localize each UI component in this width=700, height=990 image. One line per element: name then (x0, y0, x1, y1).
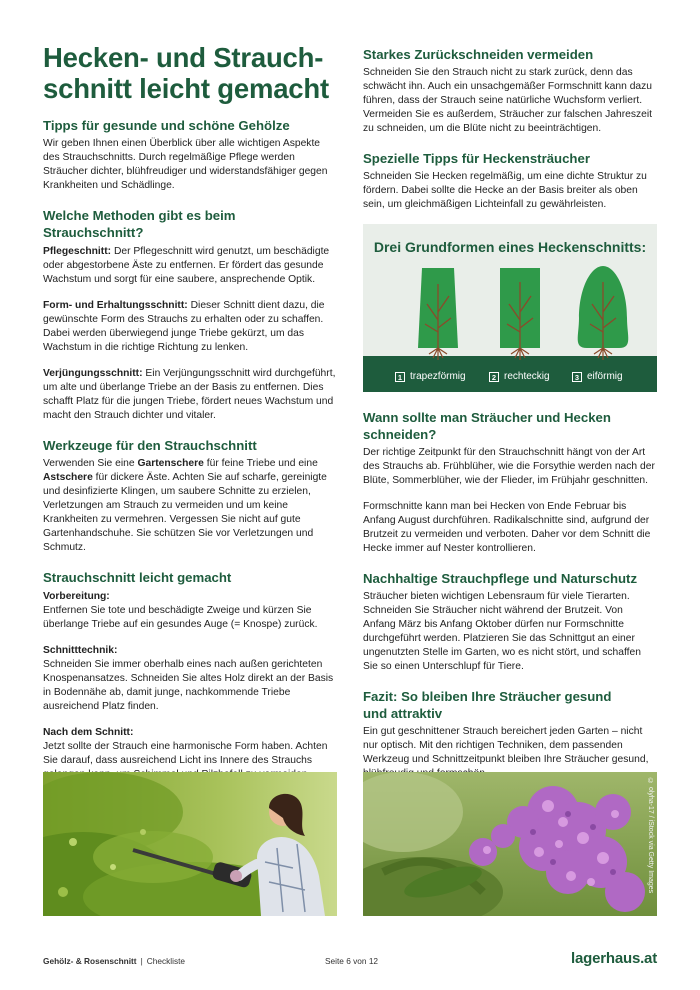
page-number: Seite 6 von 12 (325, 956, 379, 966)
after-label: Nach dem Schnitt: (43, 727, 134, 738)
avoid-text: Schneiden Sie den Strauch nicht zu stark zurück, denn das schwächt ihn. Auch ein unsachgemäßer Formschnitt kann dazu führen, dass der Strauch seine natürliche Wuchsform verliert. Vermeiden Sie es außerdem, Sträucher zur falschen Jahreszeit zu schneiden, um die Blüte nicht zu beeinträchtigen. (363, 67, 653, 134)
nature-text: Sträucher bieten wichtigen Lebensraum für viele Tierarten. Schneiden Sie Sträucher nicht während der Brutzeit. Von Anfang März bis Anfang Oktober dürfen nur Formschnitte durchgeführt werden. Platzieren Sie das Schnittgut an einer ungenutzten Stelle im Garten, wo es nicht stört, und schaffen Sie so einen Unterschlupf für Tiere. (363, 591, 641, 672)
easy-heading: Strauchschnitt leicht gemacht (43, 570, 232, 585)
when-text-2: Formschnitte kann man bei Hecken von Ende Februar bis Anfang August durchführen. Radikalschnitte sind, aufgrund der Brutzeit zu vermeiden und verboten. Daher vor dem Schnitt die Hecke immer auf Nester kontrollieren. (363, 501, 651, 554)
hedge-shapes-infographic (363, 224, 657, 392)
shape-label-3: 3 eiförmig (572, 371, 623, 382)
avoid-heading: Starkes Zurückschneiden vermeiden (363, 47, 594, 62)
intro-text: Wir geben Ihnen einen Überblick über alle wichtigen Aspekte des Strauchschnitts. Durch regelmäßige Pflege werden Sträucher dichter, blühfreudiger und widerstandsfähiger gegen Krankheiten und Schädlinge. (43, 138, 328, 191)
brand-logo[interactable]: lagerhaus.at (571, 950, 657, 967)
methods-heading: Welche Methoden gibt es beim Strauchschnitt? (43, 208, 236, 240)
left-column (43, 42, 337, 782)
page-footer (43, 950, 657, 969)
tools-text: Verwenden Sie eine Gartenschere für feine Triebe und eine Astschere für dickere Äste. Achten Sie auf scharfe, gereinigte und desinfizierte Klingen, um saubere Schnitte zu erzielen, Verletzungen am Strauch zu vermeiden und um keine Krankheiten zu vermehren. Vergessen Sie nicht auf gute Gartenhandschuhe. Sie schützen Sie vor Verletzungen und Schmutz. (43, 458, 327, 553)
right-column-top (363, 46, 657, 212)
page-title: Hecken- und Strauch- schnitt leicht gemacht (43, 42, 329, 104)
method-formschnitt: Form- und Erhaltungsschnitt: Dieser Schnitt dient dazu, die gewünschte Form des Strauchs zu erhalten oder zu schaffen. Dabei werden überwiegend junge Triebe gekürzt, um das Wachstum in die richtige Richtung zu lenken. (43, 300, 325, 353)
hedge-illustration (363, 224, 657, 392)
photo-credit: © olyha-17 / iStock via Getty Images (647, 778, 654, 894)
when-text-1: Der richtige Zeitpunkt für den Strauchschnitt hängt von der Art des Strauchs ab. Frühblüher, wie die Forsythie werden nach der Blüte, Sommerblüher, wie der Flieder, im Frühjahr geschnitten. (363, 447, 655, 486)
footer-doc-info: Gehölz- & Rosenschnitt | Checkliste (43, 956, 186, 966)
infographic-title: Drei Grundformen eines Heckenschnitts: (373, 239, 647, 255)
tech-text: Schneiden Sie immer oberhalb eines nach außen gerichteten Knospenansatzes. Schneiden Sie altes Holz direkt an der Basis in Bodennähe ab, damit junge, nachkommende Triebe ausreichend Platz finden. (43, 659, 334, 712)
fazit-heading: Fazit: So bleiben Ihre Sträucher gesund und attraktiv (363, 689, 612, 721)
shape-label-2: 2 rechteckig (489, 371, 550, 382)
lilac-illustration (363, 772, 657, 916)
method-pflegeschnitt: Pflegeschnitt: Der Pflegeschnitt wird genutzt, um beschädigte oder abgestorbene Äste zu entfernen. Er fördert das gesunde Wachstum und sorgt für eine saubere, ansprechende Optik. (43, 246, 330, 285)
lilac-photo (363, 772, 657, 916)
right-column-bottom (363, 409, 657, 781)
method-verjuengungsschnitt: Verjüngungsschnitt: Ein Verjüngungsschnitt wird durchgeführt, um alte und überlange Triebe an der Basis zu entfernen. Dies schafft Platz für die jungen Triebe, fördert neues Wachstum und macht den Strauch dichter und vitaler. (43, 368, 336, 421)
hedge-trimming-illustration (43, 772, 337, 916)
when-heading: Wann sollte man Sträucher und Hecken schneiden? (363, 410, 611, 442)
nature-heading: Nachhaltige Strauchpflege und Naturschutz (363, 571, 638, 586)
fazit-text: Ein gut geschnittener Strauch bereichert jeden Garten – nicht nur optisch. Mit den richtigen Techniken, dem passenden Werkzeug und Schnittzeitpunkt bleiben Ihre Sträucher gesund, (363, 726, 649, 765)
hedge-trimming-photo (43, 772, 337, 916)
hedge-text: Schneiden Sie Hecken regelmäßig, um eine dichte Struktur zu fördern. Dabei sollte die Hecke an der Basis breiter als oben sein, um gleichmäßigen Lichteinfall zu gewährleisten. (363, 171, 647, 210)
prep-text: Entfernen Sie tote und beschädigte Zweige und kürzen Sie überlange Triebe auf ein gesundes Auge (= Knospe) zurück. (43, 605, 318, 630)
tech-label: Schnitttechnik: (43, 645, 118, 656)
after-text: Jetzt sollte der Strauch eine harmonische Form haben. Achten Sie darauf, dass ausreichend Licht ins Innere des Strauchs (43, 741, 328, 766)
prep-label: Vorbereitung: (43, 591, 110, 602)
intro-heading: Tipps für gesunde und schöne Gehölze (43, 118, 290, 133)
hedge-heading: Spezielle Tipps für Heckensträucher (363, 151, 590, 166)
shape-label-1: 1 trapezförmig (395, 371, 466, 382)
tools-heading: Werkzeuge für den Strauchschnitt (43, 438, 257, 453)
